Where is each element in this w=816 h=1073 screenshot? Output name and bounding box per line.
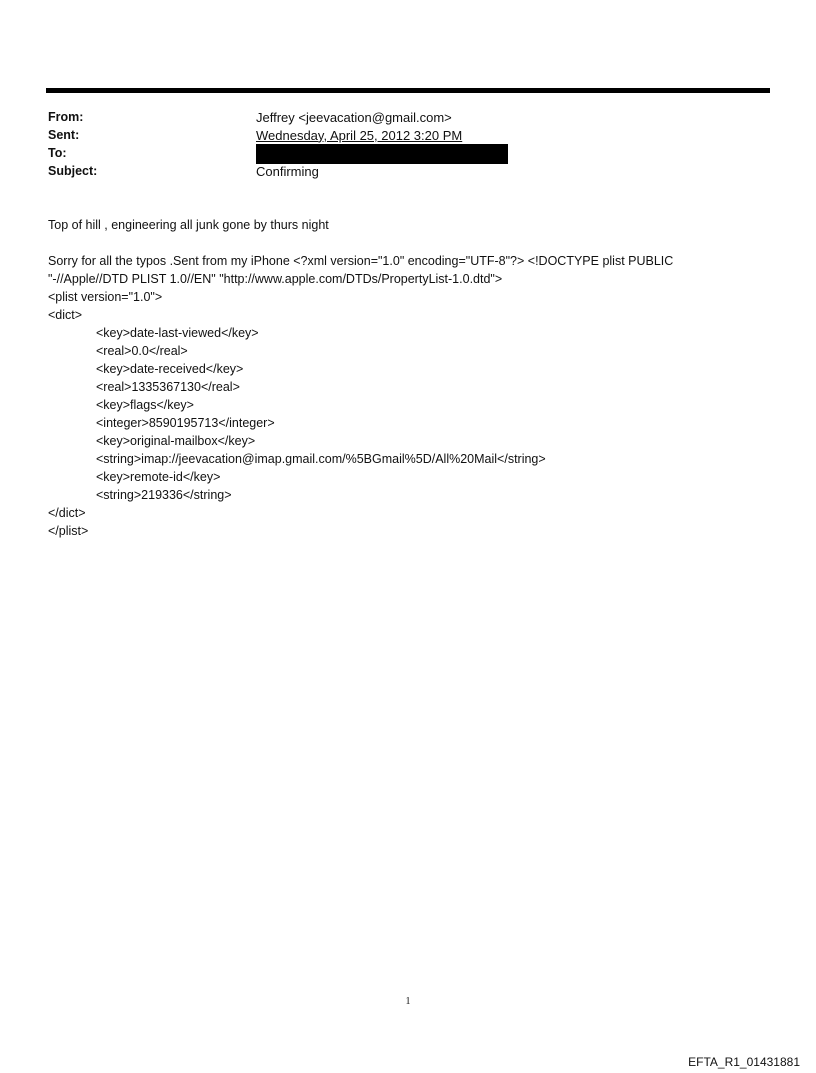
from-value: Jeffrey <jeevacation@gmail.com> — [256, 109, 452, 125]
redaction-box — [256, 144, 508, 164]
header-rule — [46, 88, 770, 93]
to-row — [48, 144, 748, 162]
body-line-2: Sorry for all the typos .Sent from my iPhone <?xml version="1.0" encoding="UTF-8"?> <!DOCTYPE plist PUBLIC "-//Apple//DTD PLIST 1.0//EN" "http://www.apple.com/DTDs/PropertyList-1.0.dtd"> — [48, 254, 674, 286]
code-line: <integer>8590195713</integer> — [96, 416, 275, 430]
code-line: </dict> — [48, 506, 86, 520]
from-label: From: — [48, 110, 84, 124]
code-line: <key>date-last-viewed</key> — [96, 326, 259, 340]
code-line: <key>remote-id</key> — [96, 470, 221, 484]
subject-label: Subject: — [48, 164, 98, 178]
code-line: <string>219336</string> — [96, 488, 232, 502]
document-id: EFTA_R1_01431881 — [688, 1055, 800, 1069]
subject-value: Confirming — [256, 163, 319, 179]
code-line: <key>flags</key> — [96, 398, 194, 412]
to-label: To: — [48, 146, 67, 160]
from-row — [48, 108, 748, 126]
code-line: </plist> — [48, 524, 89, 538]
code-line: <plist version="1.0"> — [48, 290, 163, 304]
code-line: <dict> — [48, 308, 83, 322]
email-body — [48, 216, 738, 540]
code-line: <key>original-mailbox</key> — [96, 434, 256, 448]
code-line: <key>date-received</key> — [96, 362, 244, 376]
code-line: <string>imap://jeevacation@imap.gmail.com/%5BGmail%5D/All%20Mail</string> — [96, 452, 546, 466]
subject-row — [48, 162, 748, 180]
email-header — [48, 108, 748, 180]
code-line: <real>1335367130</real> — [96, 380, 240, 394]
sent-row — [48, 126, 748, 144]
sent-value: Wednesday, April 25, 2012 3:20 PM — [256, 127, 463, 143]
page-number: 1 — [405, 996, 411, 1007]
sent-label: Sent: — [48, 128, 80, 142]
body-line-1: Top of hill , engineering all junk gone by thurs night — [48, 218, 329, 232]
code-line: <real>0.0</real> — [96, 344, 188, 358]
